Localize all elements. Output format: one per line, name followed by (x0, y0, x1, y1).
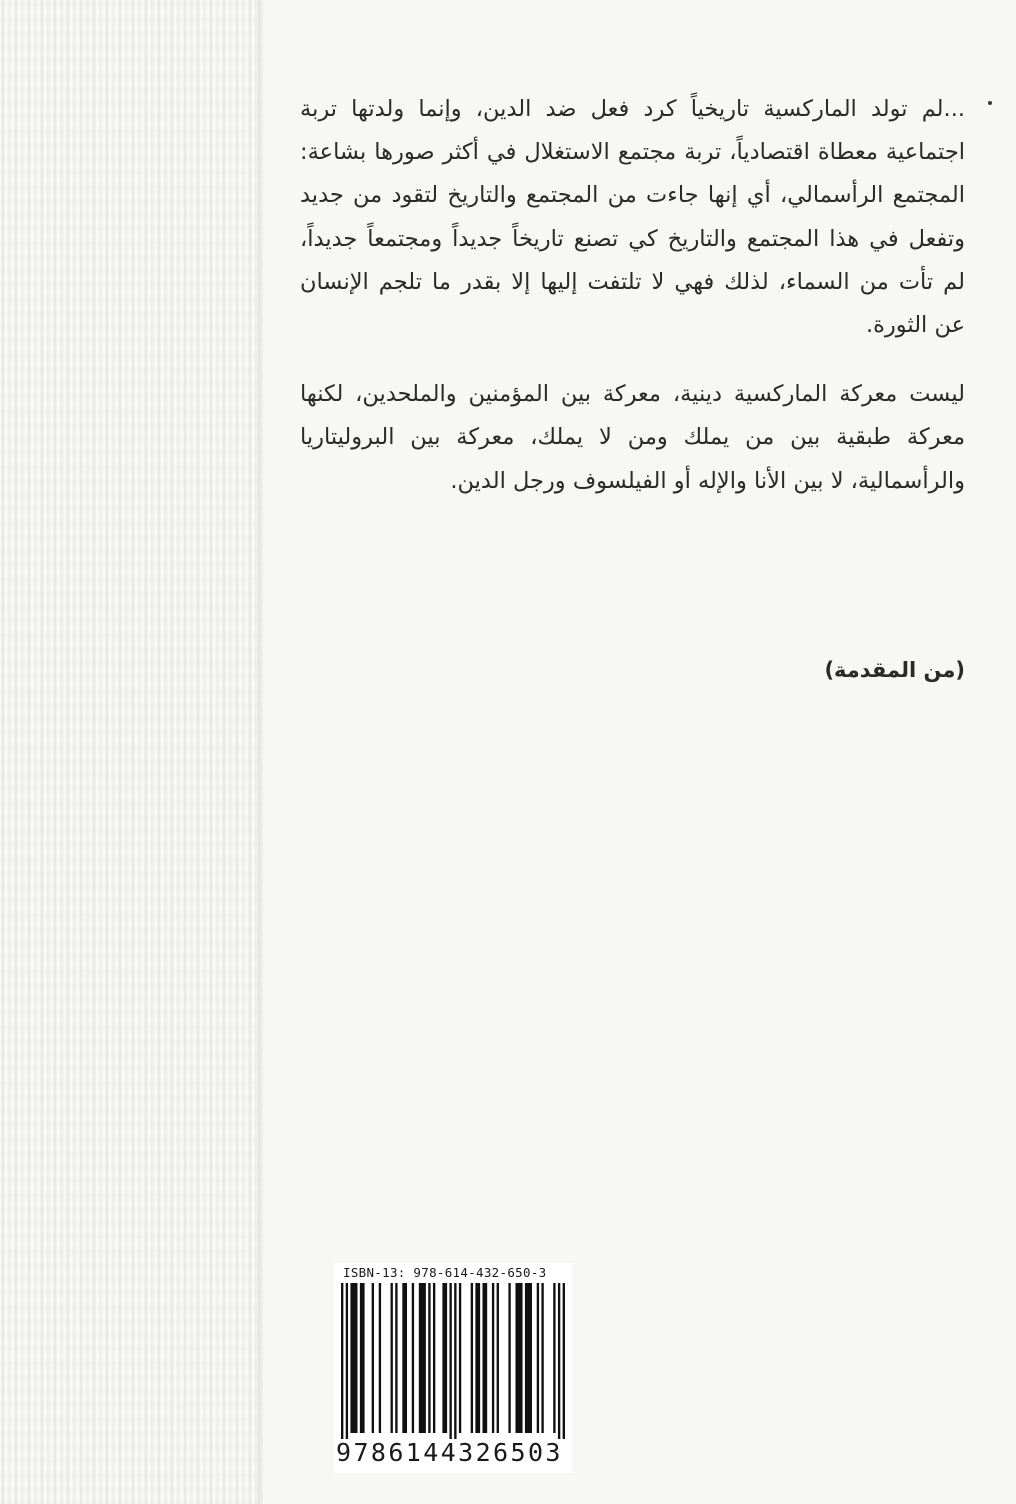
barcode-guard-bar (558, 1283, 560, 1439)
barcode-bar (497, 1283, 499, 1433)
barcode-bar (525, 1283, 532, 1433)
source-note: (من المقدمة) (824, 658, 965, 682)
barcode-icon (341, 1283, 565, 1439)
barcode-digits: 9786144326503 (336, 1438, 563, 1467)
barcode-guard-bar (341, 1283, 343, 1439)
barcode-bar (508, 1283, 510, 1433)
barcode-guard-bar (346, 1283, 348, 1439)
barcode-bar (433, 1283, 435, 1433)
barcode-guard-bar (454, 1283, 456, 1439)
barcode-bar (372, 1283, 374, 1433)
blurb-paragraph-2: ليست معركة الماركسية دينية، معركة بين المؤمنين والملحدين، لكنها معركة طبقية بين من يملك ومن لا يملك، معركة بين البروليتاريا والرأسمالية، لا بين الأنا والإله أو الفيلسوف ورجل الدين. (300, 381, 965, 494)
barcode-bar (475, 1283, 480, 1433)
isbn-label: ISBN-13: 978-614-432-650-3 (343, 1265, 547, 1280)
barcode-bar (412, 1283, 414, 1433)
textured-paper-strip (0, 0, 262, 1504)
barcode-bar (515, 1283, 522, 1433)
blurb-paragraph-1: ...لم تولد الماركسية تاريخياً كرد فعل ضد الدين، وإنما ولدتها تربة اجتماعية معطاة اقتصادياً، تربة مجتمع الاستغلال في أكثر صورها بشاعة: المجتمع الرأسمالي، أي إنها جاءت من المجتمع والتاريخ لتقود من جديد وتفعل في هذا المجتمع والتاريخ كي تصنع تاريخاً جديداً ومجتمعاً جديداً، لم تأت من السماء، لذلك فهي لا تلتفت إليها إلا بقدر ما تلجم الإنسان عن الثورة. (300, 96, 965, 339)
barcode-bar (537, 1283, 539, 1433)
barcode-bar (391, 1283, 393, 1433)
barcode-bar (471, 1283, 473, 1433)
print-dot-mark (988, 101, 992, 105)
barcode-bar (541, 1283, 543, 1433)
strip-edge-shadow (258, 0, 264, 1504)
barcode-guard-bar (449, 1283, 451, 1439)
barcode-bar (402, 1283, 407, 1433)
barcode-bar (482, 1283, 487, 1433)
barcode-bar (442, 1283, 447, 1433)
barcode-bar (553, 1283, 555, 1433)
blurb-text (300, 88, 965, 503)
barcode-bar (419, 1283, 426, 1433)
barcode-bar (379, 1283, 381, 1433)
barcode-bar (492, 1283, 494, 1433)
barcode-guard-bar (563, 1283, 565, 1439)
barcode-bar (459, 1283, 461, 1433)
barcode-bar (350, 1283, 357, 1433)
barcode-bar (395, 1283, 397, 1433)
barcode-bar (360, 1283, 365, 1433)
barcode-bar (428, 1283, 430, 1433)
